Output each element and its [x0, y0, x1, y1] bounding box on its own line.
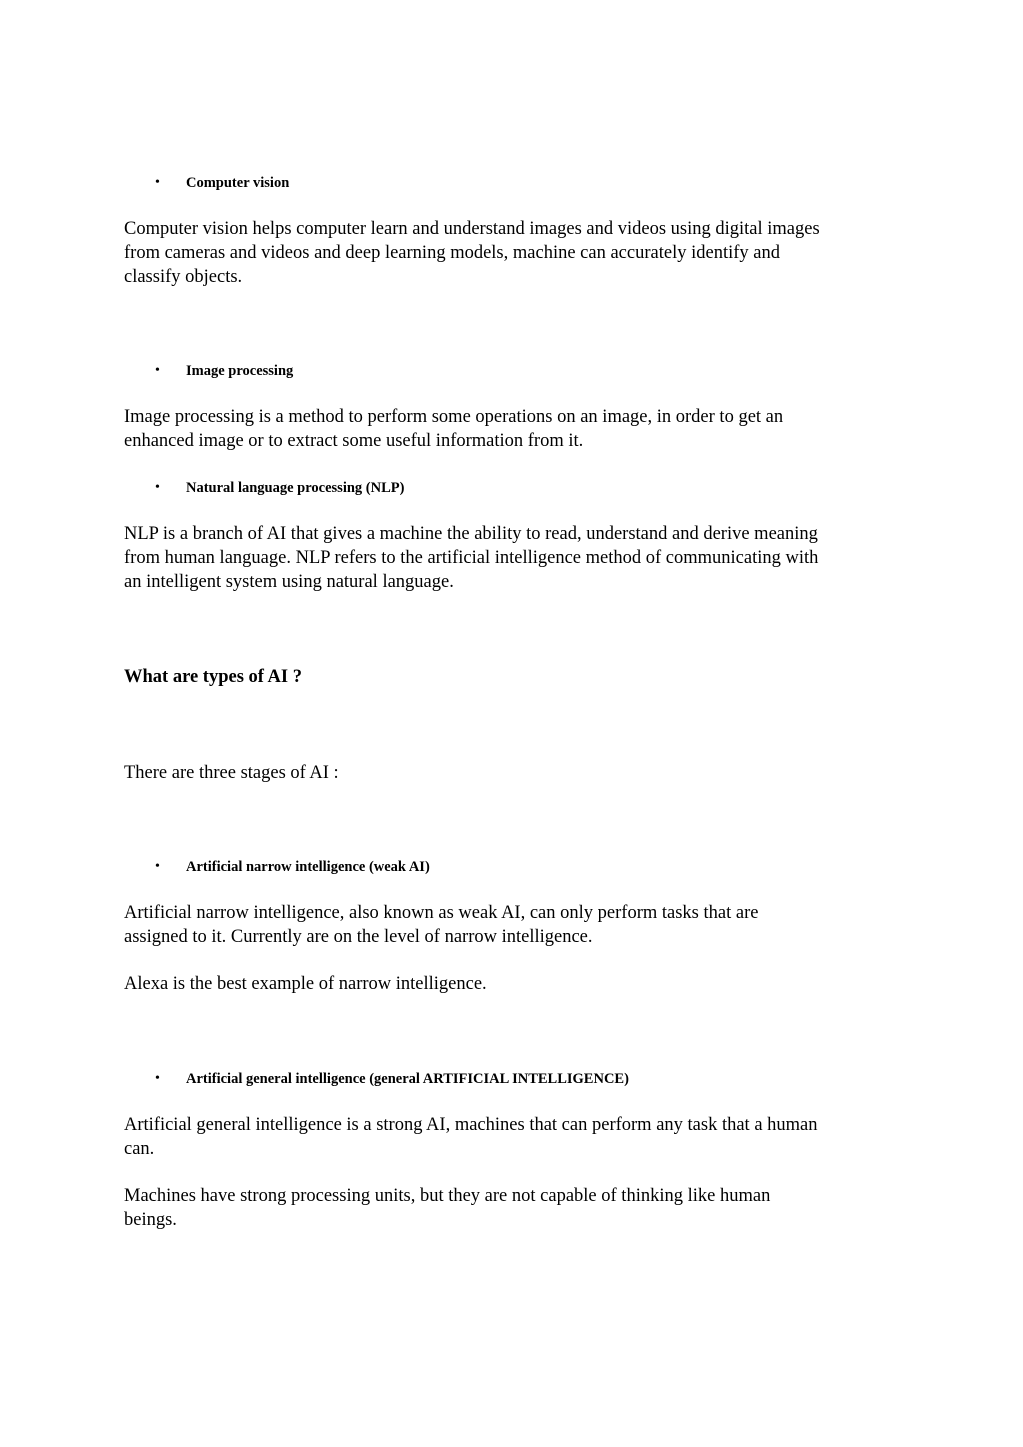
paragraph-line: Machines have strong processing units, but they are not capable of thinking like human: [124, 1186, 771, 1206]
intro-text: [124, 761, 914, 785]
bullet-dot-icon: •: [155, 1071, 160, 1086]
paragraph-general-ai-detail: [124, 1184, 914, 1232]
paragraph-line: Artificial narrow intelligence, also known as weak AI, can only perform tasks that are: [124, 903, 759, 923]
bullet-label: Artificial narrow intelligence (weak AI): [186, 859, 430, 875]
bullet-label: Artificial general intelligence (general ARTIFICIAL INTELLIGENCE): [186, 1071, 629, 1087]
paragraph-line: an intelligent system using natural language.: [124, 572, 454, 592]
paragraph-line: Alexa is the best example of narrow intelligence.: [124, 974, 487, 994]
paragraph-line: classify objects.: [124, 267, 243, 287]
paragraph-line: beings.: [124, 1210, 177, 1230]
paragraph-line: NLP is a branch of AI that gives a machine the ability to read, understand and derive meaning: [124, 524, 818, 544]
bullet-label: Computer vision: [186, 175, 290, 191]
paragraph-line: from human language. NLP refers to the artificial intelligence method of communicating with: [124, 548, 819, 568]
paragraph-line: Computer vision helps computer learn and understand images and videos using digital images: [124, 219, 820, 239]
paragraph-line: Artificial general intelligence is a strong AI, machines that can perform any task that a human: [124, 1115, 818, 1135]
bullet-label: Image processing: [186, 363, 294, 379]
paragraph-line: Image processing is a method to perform some operations on an image, in order to get an: [124, 407, 784, 427]
paragraph-nlp: [124, 522, 914, 594]
paragraph-line: from cameras and videos and deep learning models, machine can accurately identify and: [124, 243, 780, 263]
paragraph-narrow-ai: [124, 901, 914, 949]
bullet-dot-icon: •: [155, 363, 160, 378]
bullet-dot-icon: •: [155, 480, 160, 495]
paragraph-computer-vision: [124, 217, 914, 289]
paragraph-image-processing: [124, 405, 914, 453]
paragraph-general-ai: [124, 1113, 914, 1161]
paragraph-line: assigned to it. Currently are on the level of narrow intelligence.: [124, 927, 593, 947]
bullet-label: Natural language processing (NLP): [186, 480, 405, 496]
paragraph-line: There are three stages of AI :: [124, 763, 339, 783]
section-heading: What are types of AI ?: [124, 667, 302, 687]
paragraph-line: enhanced image or to extract some useful information from it.: [124, 431, 584, 451]
paragraph-narrow-ai-example: [124, 972, 914, 996]
bullet-dot-icon: •: [155, 175, 160, 190]
bullet-dot-icon: •: [155, 859, 160, 874]
paragraph-line: can.: [124, 1139, 155, 1159]
